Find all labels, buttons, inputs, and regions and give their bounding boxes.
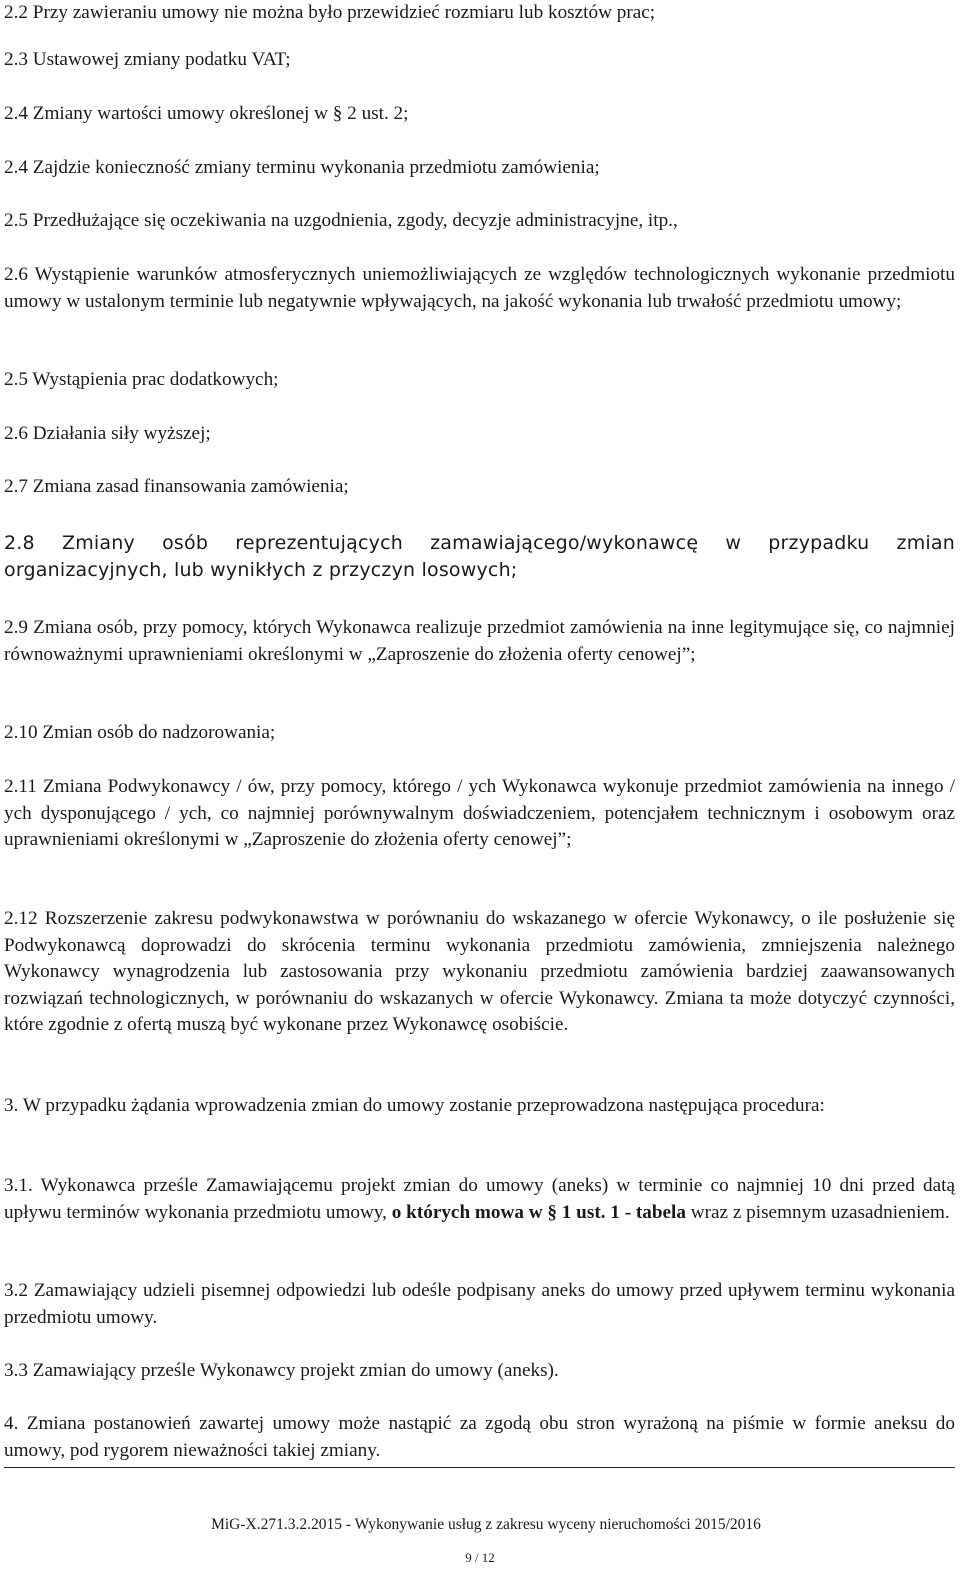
paragraph-3-1 — [4, 1173, 955, 1226]
footer-title: MiG-X.271.3.2.2015 - Wykonywanie usług z zakresu wyceny nieruchomości 2015/2016 — [211, 1516, 761, 1533]
paragraph-2-4-a: 2.4 Zmiany wartości umowy określonej w § 2 ust. 2; — [4, 103, 409, 124]
paragraph-2-5-a: 2.5 Przedłużające się oczekiwania na uzgodnienia, zgody, decyzje administracyjne, itp., — [4, 210, 678, 231]
paragraph-2-7: 2.7 Zmiana zasad finansowania zamówienia; — [4, 476, 349, 497]
paragraph-3-1-prefix: 3.1. Wykonawca prześle Zamawiającemu projekt zmian do umowy (aneks) w terminie co najmniej 10 dni przed datą upływu terminów wykonania przedmiotu umowy, — [4, 1175, 955, 1223]
paragraph-2-8: 2.8 Zmiany osób reprezentujących zamawiającego/wykonawcę w przypadku zmian organizacyjnych, lub wynikłych z przyczyn losowych; — [4, 532, 955, 581]
paragraph-3: 3. W przypadku żądania wprowadzenia zmian do umowy zostanie przeprowadzona następująca procedura: — [4, 1095, 825, 1116]
paragraph-2-4-b: 2.4 Zajdzie konieczność zmiany terminu wykonania przedmiotu zamówienia; — [4, 157, 600, 178]
paragraph-2-12: 2.12 Rozszerzenie zakresu podwykonawstwa w porównaniu do wskazanego w ofercie Wykonawcy, o ile posłużenie się Podwykonawcą doprowadzi do skrócenia terminu wykonania przedmiotu zamówienia, zmniejszenia należnego Wykonawcy wynagrodzenia lub zastosowania przy wykonaniu przedmiotu zamówienia bardziej zaawansowanych rozwiązań technologicznych, w porównaniu do wskazanych w ofercie Wykonawcy. Zmiana ta może dotyczyć czynności, które zgodnie z ofertą muszą być wykonane przez Wykonawcę osobiście. — [4, 908, 955, 1035]
paragraph-4: 4. Zmiana postanowień zawartej umowy może nastąpić za zgodą obu stron wyrażoną na piśmie w formie aneksu do umowy, pod rygorem nieważności takiej zmiany. — [4, 1413, 955, 1461]
paragraph-2-10: 2.10 Zmian osób do nadzorowania; — [4, 722, 276, 743]
paragraph-3-1-bold: o których mowa w § 1 ust. 1 - tabela — [391, 1201, 686, 1223]
paragraph-2-2: 2.2 Przy zawieraniu umowy nie można było przewidzieć rozmiaru lub kosztów prac; — [4, 2, 656, 23]
paragraph-3-1-suffix: wraz z pisemnym uzasadnieniem. — [685, 1201, 950, 1223]
page-number: 9 / 12 — [465, 1550, 495, 1565]
paragraph-2-6-a: 2.6 Wystąpienie warunków atmosferycznych uniemożliwiających ze względów technologicznych wykonanie przedmiotu umowy w ustalonym terminie lub negatywnie wpływających, na jakość wykonania lub trwałość przedmiotu umowy; — [4, 264, 955, 312]
paragraph-2-11: 2.11 Zmiana Podwykonawcy / ów, przy pomocy, którego / ych Wykonawca wykonuje przedmiot zamówienia na innego / ych dysponującego / ych, co najmniej porównywalnym doświadczeniem, potencjałem technicznym i osobowym oraz uprawnieniami określonymi w „Zaproszenie do złożenia oferty cenowej”; — [4, 776, 955, 850]
paragraph-2-9: 2.9 Zmiana osób, przy pomocy, których Wykonawca realizuje przedmiot zamówienia na inne legitymujące się, co najmniej równoważnymi uprawnieniami określonymi w „Zaproszenie do złożenia oferty cenowej”; — [4, 617, 955, 665]
paragraph-2-5-b: 2.5 Wystąpienia prac dodatkowych; — [4, 369, 279, 390]
paragraph-3-2: 3.2 Zamawiający udzieli pisemnej odpowiedzi lub odeśle podpisany aneks do umowy przed upływem terminu wykonania przedmiotu umowy. — [4, 1280, 955, 1328]
paragraph-2-6-b: 2.6 Działania siły wyższej; — [4, 423, 211, 444]
paragraph-2-3: 2.3 Ustawowej zmiany podatku VAT; — [4, 49, 291, 70]
paragraph-3-3: 3.3 Zamawiający prześle Wykonawcy projekt zmian do umowy (aneks). — [4, 1360, 559, 1381]
footer-divider — [4, 1467, 955, 1468]
